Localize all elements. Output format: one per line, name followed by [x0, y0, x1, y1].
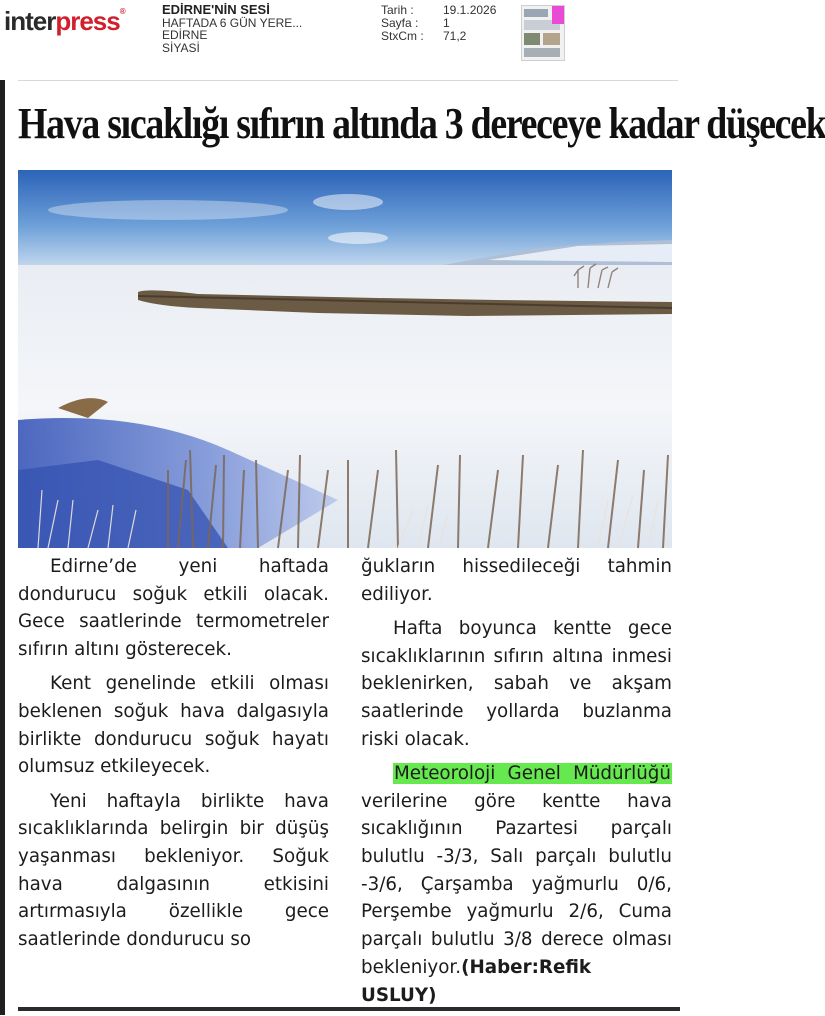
- clipping-source-info: [162, 4, 302, 54]
- article-short-title: HAFTADA 6 GÜN YERE...: [162, 15, 303, 30]
- article-byline: (Haber:Refik USLUY): [361, 956, 592, 1006]
- date-value: 19.1.2026: [443, 3, 497, 17]
- paragraph: Edirne’de yeni haftada dondurucu soğuk etkili olacak. Gece saatlerinde termometreler sıfırın altını gösterecek.: [18, 556, 329, 661]
- logo-prefix: inter: [4, 6, 56, 36]
- article-headline: Hava sıcaklığı sıfırın altında 3 dereceye kadar düşecek: [18, 99, 825, 148]
- category-label: SİYASİ: [162, 40, 200, 55]
- clipping-meta: [381, 4, 496, 43]
- city-label: EDİRNE: [162, 28, 208, 42]
- highlighted-keyword: Meteoroloji Genel Müdürlüğü: [394, 762, 671, 784]
- date-label: Tarih :: [381, 3, 414, 17]
- page-value: 1: [443, 16, 450, 30]
- paragraph: Hafta boyunca kentte gece sıcaklıklarının sıfırın altına inmesi beklenirken, sabah ve akşam saatlerinde yollarda buzlanma riski olacak.: [361, 617, 672, 750]
- clipping-left-border: [0, 80, 5, 1015]
- paragraph: Kent genelinde etkili olması beklenen soğuk hava dalgasıyla birlikte dondurucu soğuk hayatı olumsuz etkileyecek.: [18, 673, 329, 778]
- logo-registered-mark: ®: [119, 7, 125, 16]
- page-label: Sayfa :: [381, 16, 419, 30]
- paragraph: [361, 760, 672, 1009]
- size-value: 71,2: [443, 29, 467, 43]
- page-thumbnail[interactable]: [521, 5, 565, 61]
- clipping-top-rule: [18, 80, 678, 81]
- logo-suffix: press: [55, 6, 120, 36]
- article-column-2: [361, 553, 672, 1016]
- publication-name: EDİRNE'NİN SESİ: [162, 2, 270, 17]
- article-column-1: [18, 553, 329, 960]
- paragraph-continued: ğukların hissedileceği tahmin ediliyor.: [361, 556, 672, 605]
- article-photo: [18, 170, 672, 548]
- interpress-logo: [4, 8, 125, 34]
- clip-location-marker: [552, 6, 564, 24]
- paragraph: Yeni haftayla birlikte hava sıcaklıklarında belirgin bir düşüş yaşanması bekleniyor. Soğuk hava dalgasının etkisini artırmasıyla özellikle gece saatlerinde dondurucu so: [18, 790, 329, 951]
- size-label: StxCm :: [381, 29, 424, 43]
- paragraph-text: verilerine göre kentte hava sıcaklığının Pazartesi parçalı bulutlu -3/3, Salı parçalı bulutlu -3/6, Çarşamba yağmurlu 0/6, Perşembe yağmurlu 2/6, Cuma parçalı bulutlu 3/8 derece olması bekleniyor.: [361, 790, 672, 978]
